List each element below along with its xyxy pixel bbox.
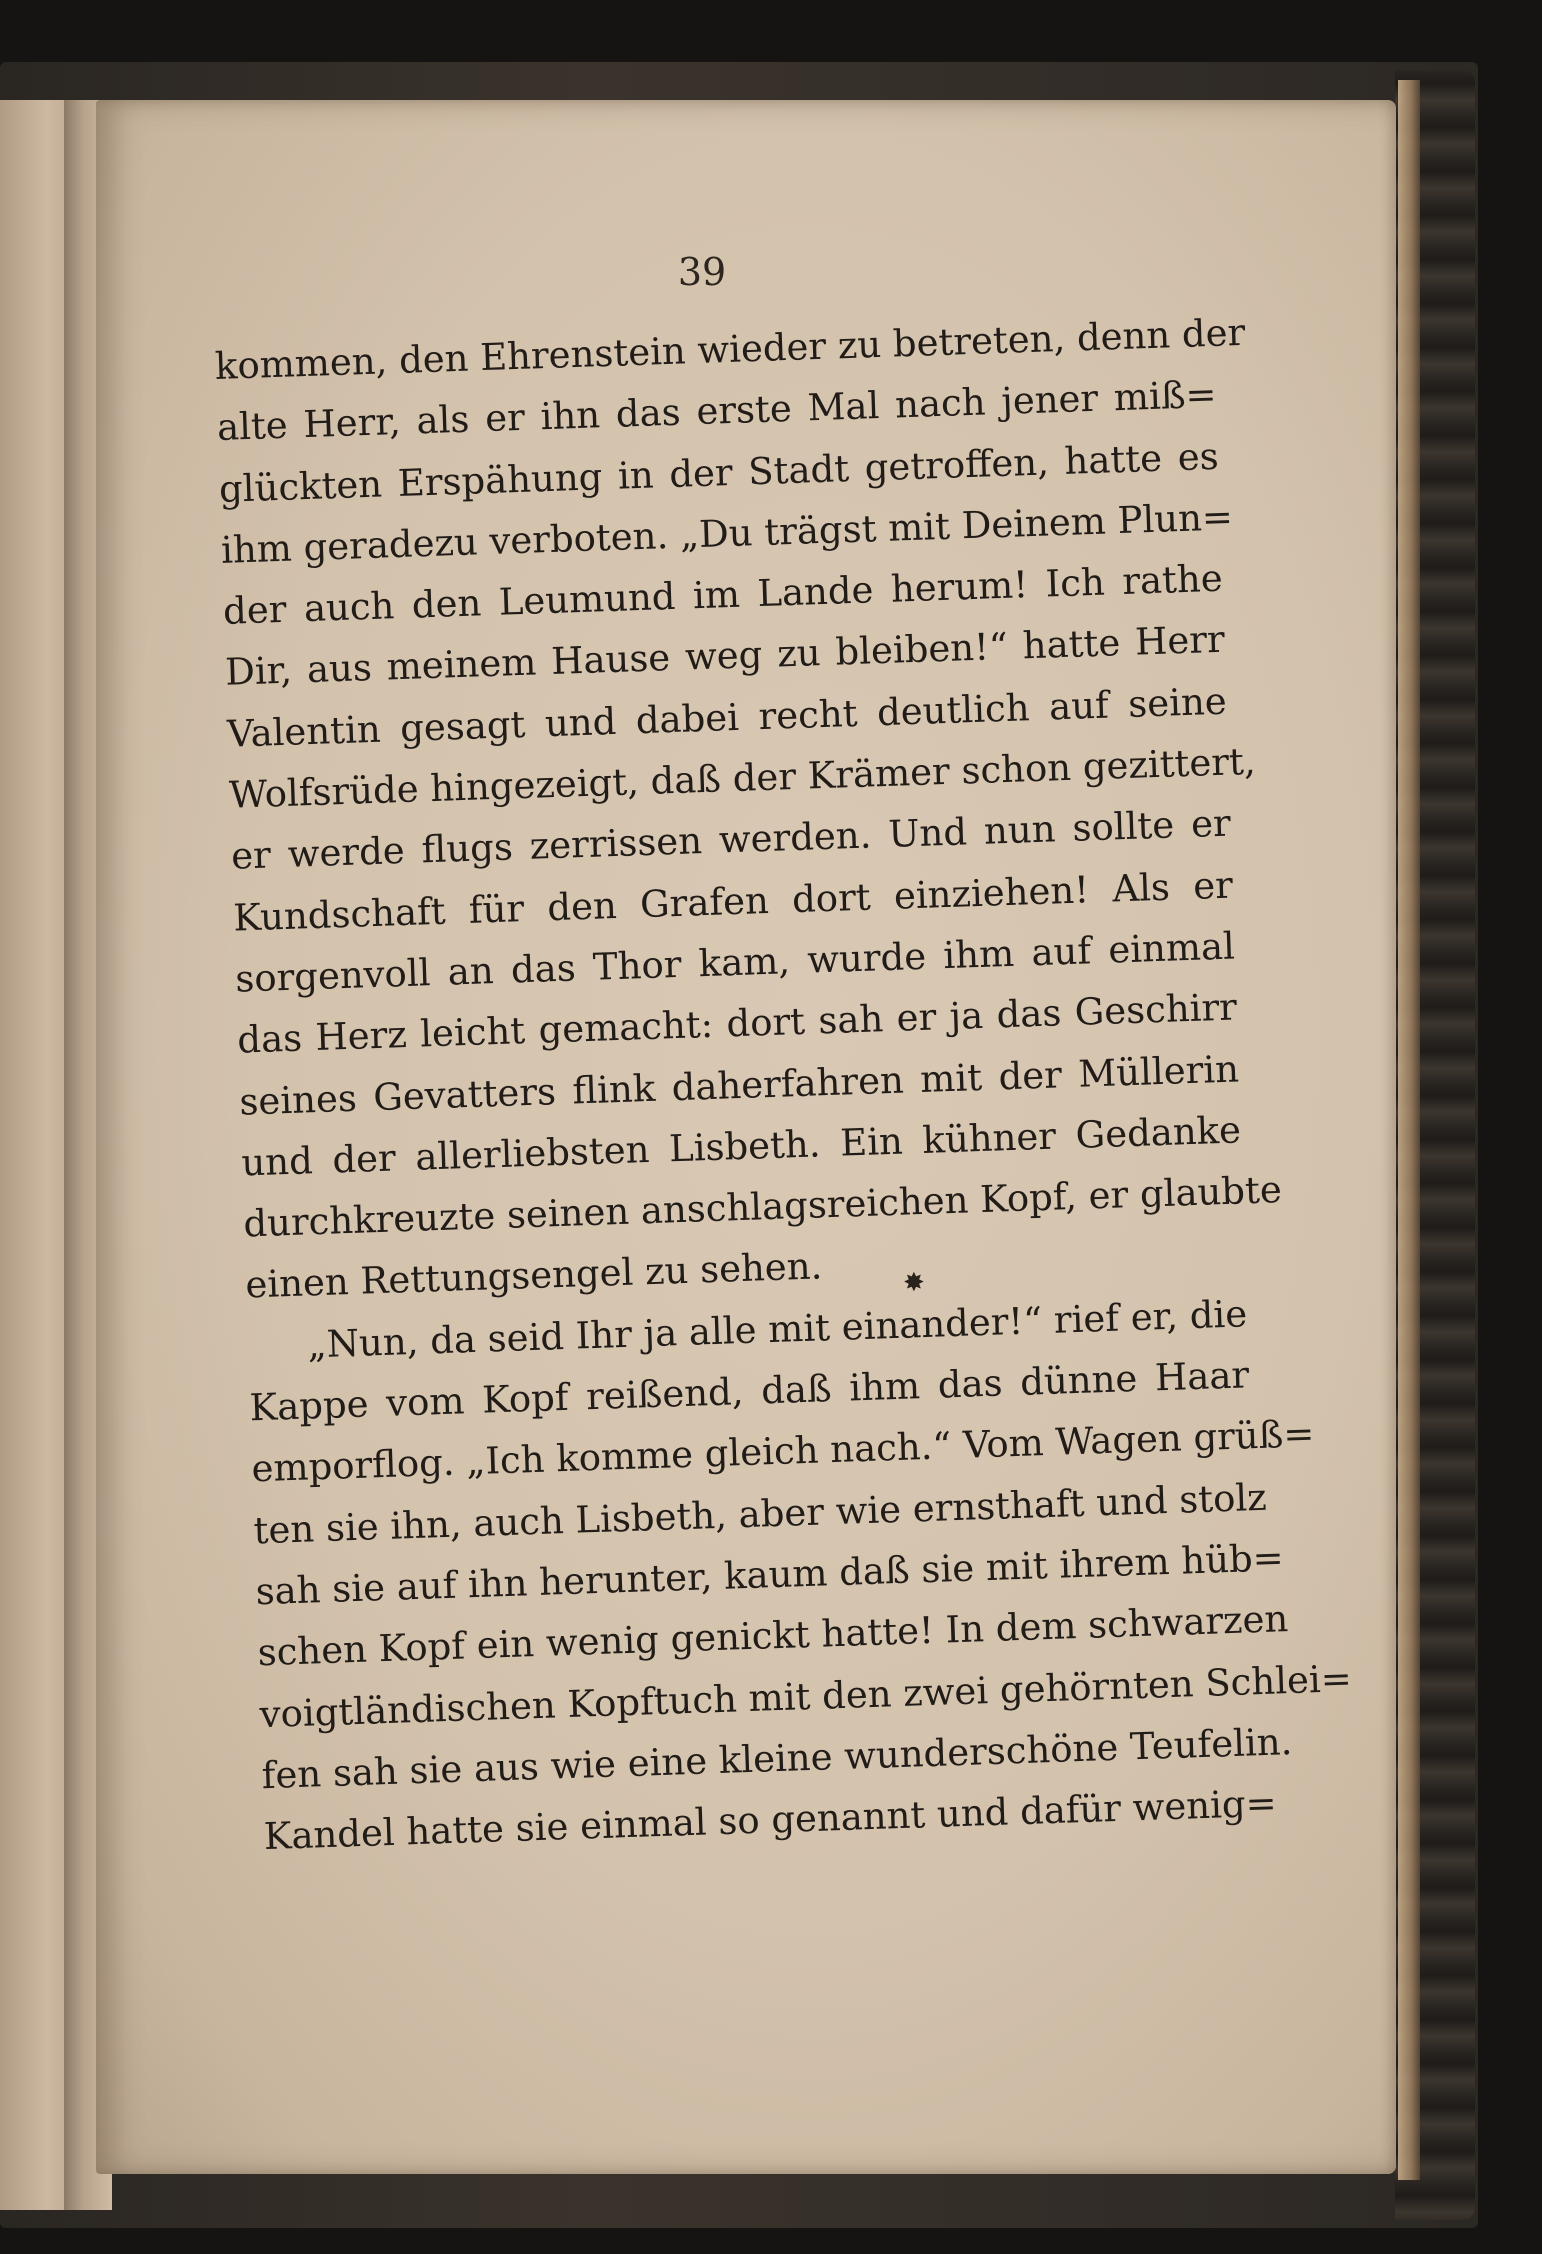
text-line: Dir, aus meinem Hause weg zu bleiben!“ hatte Herr <box>224 618 1226 695</box>
text-line: Valentin gesagt und dabei recht deutlich auf seine <box>226 679 1228 756</box>
text-line: voigtländischen Kopftuch mit den zwei gehörnten Schlei= <box>259 1656 1353 1736</box>
text-line: Kappe vom Kopf reißend, daß ihm das dünne Haar <box>248 1353 1250 1430</box>
text-line: emporflog. „Ich komme gleich nach.“ Vom Wagen grüß= <box>250 1412 1315 1491</box>
text-line: fen sah sie aus wie eine kleine wunderschöne Teufelin. <box>261 1719 1293 1798</box>
text-line: der auch den Leumund im Lande herum! Ich rathe <box>222 556 1224 634</box>
text-line: glückten Erspähung in der Stadt getroffen, hatte es <box>218 434 1220 511</box>
text-line: Kandel hatte sie einmal so genannt und dafür wenig= <box>263 1781 1278 1859</box>
paragraph-start-line: „Nun, da seid Ihr ja alle mit einander!“ rief er, die <box>306 1292 1248 1367</box>
page-number: 39 <box>677 250 727 294</box>
page-edges <box>1398 80 1420 2180</box>
text-line: alte Herr, als er ihn das erste Mal nach jener miß= <box>216 373 1218 450</box>
ink-blot-mark: ✸ <box>903 1268 925 1298</box>
text-line: sah sie auf ihn herunter, kaum daß sie mit ihrem hüb= <box>254 1536 1285 1614</box>
text-line: sorgenvoll an das Thor kam, wurde ihm auf einmal <box>234 924 1236 1001</box>
text-line: schen Kopf ein wenig genickt hatte! In dem schwarzen <box>256 1597 1289 1675</box>
text-line: ihm geradezu verboten. „Du trägst mit Deinem Plun= <box>220 495 1234 572</box>
text-line: und der allerliebsten Lisbeth. Ein kühner Gedanke <box>240 1108 1242 1185</box>
text-line: seines Gevatters flink daherfahren mit der Müllerin <box>238 1046 1240 1124</box>
text-line: durchkreuzte seinen anschlagsreichen Kopf, er glaubte <box>242 1168 1283 1246</box>
text-line: kommen, den Ehrenstein wieder zu betreten, denn der <box>214 310 1246 388</box>
page-text <box>214 303 1353 1868</box>
text-line: Kundschaft für den Grafen dort einziehen! Als er <box>232 863 1234 940</box>
text-line: Wolfsrüde hingezeigt, daß der Krämer schon gezittert, <box>228 739 1257 817</box>
text-line: er werde flugs zerrissen werden. Und nun sollte er <box>230 801 1232 879</box>
text-line: das Herz leicht gemacht: dort sah er ja das Geschirr <box>236 985 1238 1062</box>
paragraph-end-line: einen Rettungsengel zu sehen. <box>244 1244 823 1307</box>
text-line: ten sie ihn, auch Lisbeth, aber wie ernsthaft und stolz <box>252 1475 1268 1552</box>
